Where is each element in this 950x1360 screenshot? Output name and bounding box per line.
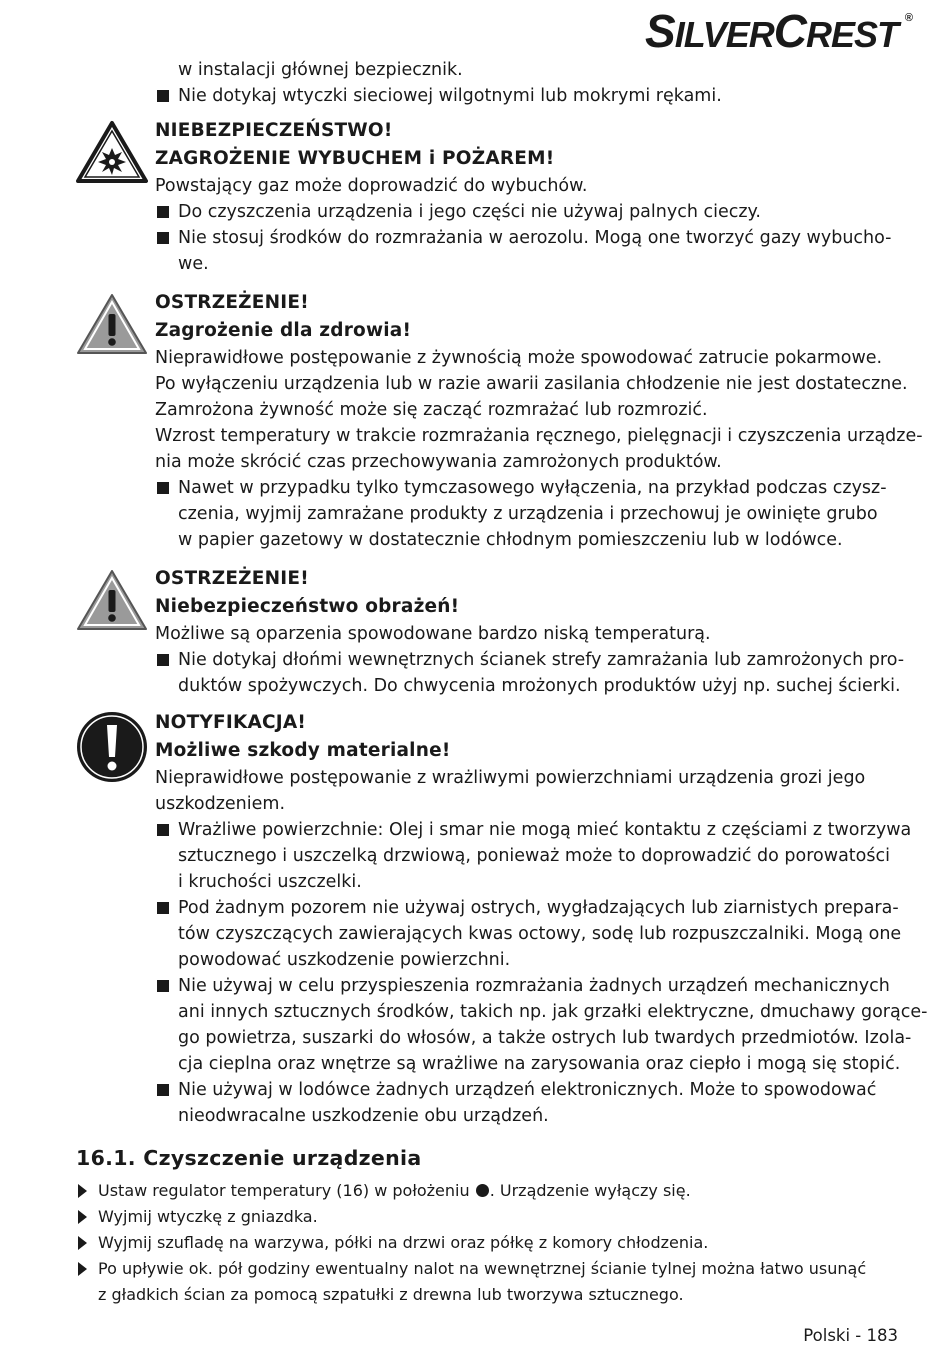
text-line: w instalacji głównej bezpiecznik. bbox=[178, 60, 463, 80]
bullet-item: Do czyszczenia urządzenia i jego części nie używaj palnych cieczy. bbox=[155, 199, 900, 225]
text-line: Zamrożona żywność może się zacząć rozmrażać lub rozmrozić. bbox=[155, 400, 708, 420]
step-item: Wyjmij wtyczkę z gniazdka. bbox=[76, 1204, 896, 1230]
text-line: duktów spożywczych. Do chwycenia mrożonych produktów użyj np. suchej ścierki. bbox=[178, 676, 901, 696]
bullet-square-icon bbox=[157, 1084, 169, 1096]
exclamation-circle-icon bbox=[76, 711, 148, 783]
notice-subheading: Możliwe szkody materialne! bbox=[155, 740, 451, 761]
bullet-item: Nie dotykaj dłońmi wewnętrznych ścianek strefy zamrażania lub zamrożonych pro- bbox=[155, 647, 900, 673]
warning-subheading: Zagrożenie dla zdrowia! bbox=[155, 320, 412, 341]
step-item: Wyjmij szufladę na warzywa, półki na drzwi oraz półkę z komory chłodzenia. bbox=[76, 1230, 896, 1256]
brand-logo: SILVERCREST ® bbox=[645, 5, 912, 57]
text-line: Możliwe są oparzenia spowodowane bardzo niską temperaturą. bbox=[155, 624, 711, 644]
bullet-square-icon bbox=[157, 980, 169, 992]
text-line: Po wyłączeniu urządzenia lub w razie awarii zasilania chłodzenie nie jest dostateczne. bbox=[155, 374, 908, 394]
warning-subheading: Niebezpieczeństwo obrażeń! bbox=[155, 596, 460, 617]
text-line: uszkodzeniem. bbox=[155, 794, 286, 814]
bullet-item: Nie dotykaj wtyczki sieciowej wilgotnymi lub mokrymi rękami. bbox=[155, 83, 900, 109]
text-line: go powietrza, suszarki do włosów, a także ostrych lub twardych przedmiotów. Izola- bbox=[178, 1028, 912, 1048]
bullet-square-icon bbox=[157, 654, 169, 666]
warning-triangle-icon bbox=[76, 292, 148, 356]
bullet-square-icon bbox=[157, 482, 169, 494]
bullet-square-icon bbox=[157, 824, 169, 836]
notice-block bbox=[155, 709, 928, 1129]
warning-subheading: ZAGROŻENIE WYBUCHEM i POŻAREM! bbox=[155, 148, 555, 169]
bullet-item: Nie używaj w lodówce żadnych urządzeń elektronicznych. Może to spowodować bbox=[155, 1077, 900, 1103]
text-line: cja cieplna oraz wnętrze są wrażliwe na zarysowania oraz ciepło i mogą się stopić. bbox=[178, 1054, 901, 1074]
filled-dot-icon bbox=[476, 1184, 489, 1197]
bullet-item: Nie stosuj środków do rozmrażania w aerozolu. Mogą one tworzyć gazy wybucho- bbox=[155, 225, 900, 251]
bullet-square-icon bbox=[157, 206, 169, 218]
text-line: Powstający gaz może doprowadzić do wybuchów. bbox=[155, 176, 588, 196]
text-line: sztucznego i uszczelką drzwiową, ponieważ może to doprowadzić do porowatości bbox=[178, 846, 890, 866]
text-line: Wzrost temperatury w trakcie rozmrażania ręcznego, pielęgnacji i czyszczenia urządze- bbox=[155, 426, 923, 446]
bullet-square-icon bbox=[157, 902, 169, 914]
text-line: Nieprawidłowe postępowanie z wrażliwymi powierzchniami urządzenia grozi jego bbox=[155, 768, 866, 788]
text-line: nia może skrócić czas przechowywania zamrożonych produktów. bbox=[155, 452, 722, 472]
arrow-right-icon bbox=[78, 1262, 87, 1276]
bullet-square-icon bbox=[157, 90, 169, 102]
text-line: ani innych sztucznych środków, takich np. jak grzałki elektryczne, dmuchawy gorące- bbox=[178, 1002, 928, 1022]
bullet-item: Wrażliwe powierzchnie: Olej i smar nie mogą mieć kontaktu z częściami z tworzywa bbox=[155, 817, 900, 843]
bullet-item: Pod żadnym pozorem nie używaj ostrych, wygładzających lub ziarnistych prepara- bbox=[155, 895, 900, 921]
warning-triangle-icon bbox=[76, 568, 148, 632]
arrow-right-icon bbox=[78, 1210, 87, 1224]
text-line: i kruchości uszczelki. bbox=[178, 872, 362, 892]
arrow-right-icon bbox=[78, 1236, 87, 1250]
warning-heading: NIEBEZPIECZEŃSTWO! bbox=[155, 120, 393, 141]
text-line: nieodwracalne uszkodzenie obu urządzeń. bbox=[178, 1106, 549, 1126]
text-line: czenia, wyjmij zamrażane produkty z urządzenia i przechowuj je owinięte grubo bbox=[178, 504, 878, 524]
health-warning-block bbox=[155, 289, 923, 553]
warning-heading: OSTRZEŻENIE! bbox=[155, 292, 309, 313]
bullet-square-icon bbox=[157, 232, 169, 244]
step-item: Ustaw regulator temperatury (16) w położeniu . Urządzenie wyłączy się. bbox=[76, 1178, 896, 1204]
text-line: tów czyszczących zawierających kwas octowy, sodę lub rozpuszczalniki. Mogą one bbox=[178, 924, 902, 944]
bullet-item: Nie używaj w celu przyspieszenia rozmrażania żadnych urządzeń mechanicznych bbox=[155, 973, 900, 999]
explosion-warning-block bbox=[155, 117, 900, 277]
explosion-warning-icon bbox=[76, 120, 148, 184]
text-line: Nieprawidłowe postępowanie z żywnością może spowodować zatrucie pokarmowe. bbox=[155, 348, 883, 368]
notice-heading: NOTYFIKACJA! bbox=[155, 712, 307, 733]
bullet-item: Nawet w przypadku tylko tymczasowego wyłączenia, na przykład podczas czysz- bbox=[155, 475, 900, 501]
text-line: we. bbox=[178, 254, 209, 274]
step-item: Po upływie ok. pół godziny ewentualny nalot na wewnętrznej ścianie tylnej można łatwo usunąć bbox=[76, 1256, 896, 1282]
step-continuation: z gładkich ścian za pomocą szpatułki z drewna lub tworzywa sztucznego. bbox=[98, 1285, 684, 1304]
warning-heading: OSTRZEŻENIE! bbox=[155, 568, 309, 589]
section-title: 16.1. Czyszczenie urządzenia bbox=[76, 1146, 422, 1170]
arrow-right-icon bbox=[78, 1184, 87, 1198]
text-line: w papier gazetowy w dostatecznie chłodnym pomieszczeniu lub w lodówce. bbox=[178, 530, 843, 550]
text-line: powodować uszkodzenie powierzchni. bbox=[178, 950, 511, 970]
injury-warning-block bbox=[155, 565, 905, 699]
top-lines bbox=[155, 57, 900, 109]
page-number: Polski - 183 bbox=[803, 1326, 898, 1345]
step-list bbox=[76, 1178, 896, 1308]
